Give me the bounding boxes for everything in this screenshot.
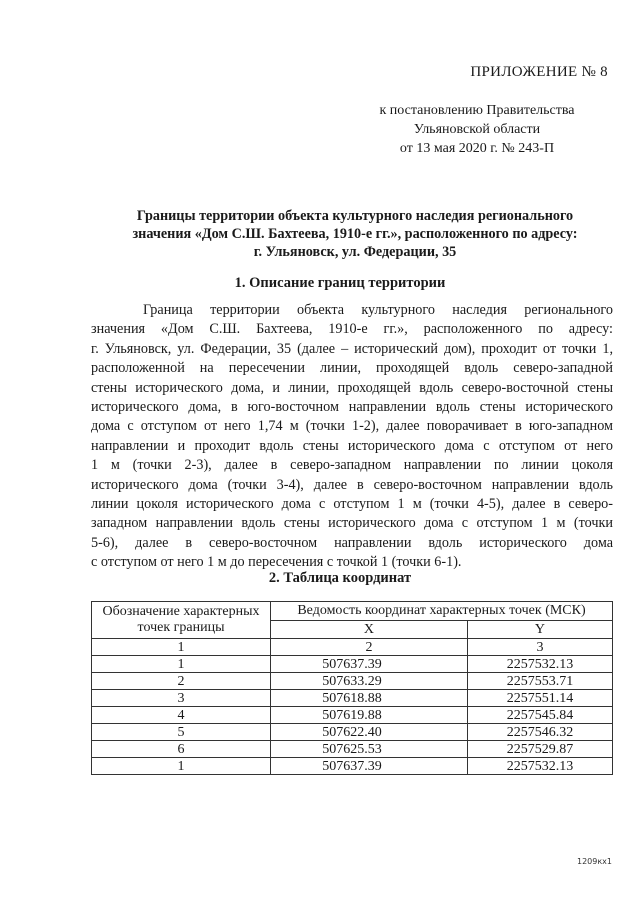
boundary-description bbox=[91, 301, 613, 573]
paragraph-line: линии цоколя исторического дома с отступом 1 м (точки 4-5), далее в северо- bbox=[91, 496, 613, 513]
table-row bbox=[92, 741, 613, 758]
appendix-number: ПРИЛОЖЕНИЕ № 8 bbox=[470, 64, 608, 80]
title-line: Границы территории объекта культурного наследия регионального bbox=[136, 208, 574, 224]
x-coordinate: 507633.29 bbox=[271, 673, 468, 690]
table-row bbox=[92, 673, 613, 690]
table-row bbox=[92, 758, 613, 775]
paragraph-line: исторического дома (точки 3-4), далее в северо-восточном направлении вдоль bbox=[91, 476, 613, 493]
point-number: 6 bbox=[92, 741, 271, 758]
point-number: 1 bbox=[92, 758, 271, 775]
point-number: 3 bbox=[92, 690, 271, 707]
point-number: 4 bbox=[92, 707, 271, 724]
paragraph-line: исторического дома, в юго-восточном направлении вдоль стены исторического bbox=[91, 399, 613, 416]
x-coordinate: 507637.39 bbox=[271, 758, 468, 775]
table-row bbox=[92, 724, 613, 741]
paragraph-line: стены исторического дома, и линии, проходящей вдоль северо-восточной стены bbox=[91, 379, 613, 396]
point-number: 2 bbox=[92, 673, 271, 690]
point-number: 5 bbox=[92, 724, 271, 741]
paragraph-line: направлении и проходит вдоль стены исторического дома с отступом от него bbox=[91, 437, 613, 454]
coordinates-table bbox=[91, 601, 613, 775]
x-coordinate: 507625.53 bbox=[271, 741, 468, 758]
section-heading-description: 1. Описание границ территории bbox=[234, 275, 446, 291]
table-cell: 3 bbox=[467, 639, 612, 656]
title-line: значения «Дом С.Ш. Бахтеева, 1910-е гг.», расположенного по адресу: bbox=[132, 226, 578, 242]
y-coordinate: 2257551.14 bbox=[467, 690, 612, 707]
x-coordinate: 507619.88 bbox=[271, 707, 468, 724]
document-title bbox=[70, 207, 640, 261]
paragraph-line: расположенной на пересечении линии, проходящей вдоль северо-западной bbox=[91, 360, 613, 377]
y-column-header: Y bbox=[467, 620, 612, 639]
point-designation-header: Обозначение характерных точек границы bbox=[92, 602, 271, 639]
title-line: г. Ульяновск, ул. Федерации, 35 bbox=[253, 244, 457, 260]
x-column-header: X bbox=[271, 620, 468, 639]
table-cell: 2 bbox=[271, 639, 468, 656]
paragraph-line: 1 м (точки 2-3), далее в северо-западном направлении по линии цоколя bbox=[91, 457, 613, 474]
table-cell: 1 bbox=[92, 639, 271, 656]
table-row bbox=[92, 656, 613, 673]
column-index-row bbox=[92, 639, 613, 656]
table-row bbox=[92, 690, 613, 707]
paragraph-line: Граница территории объекта культурного наследия регионального bbox=[143, 302, 613, 318]
point-number: 1 bbox=[92, 656, 271, 673]
coordinates-group-header: Ведомость координат характерных точек (МСК) bbox=[271, 602, 613, 621]
y-coordinate: 2257529.87 bbox=[467, 741, 612, 758]
decree-reference bbox=[347, 101, 607, 158]
document-stamp: 1209кх1 bbox=[576, 857, 612, 866]
x-coordinate: 507618.88 bbox=[271, 690, 468, 707]
paragraph-line: дома с отступом от него 1,74 м (точки 1-2), далее поворачивает в юго-западном bbox=[91, 418, 613, 435]
table-row bbox=[92, 707, 613, 724]
x-coordinate: 507637.39 bbox=[271, 656, 468, 673]
decree-line: от 13 мая 2020 г. № 243-П bbox=[399, 141, 555, 156]
paragraph-line: с отступом от него 1 м до пересечения с точкой 1 (точки 6-1). bbox=[91, 554, 462, 571]
decree-line: Ульяновской области bbox=[413, 122, 541, 137]
paragraph-line: значения «Дом С.Ш. Бахтеева, 1910-е гг.», расположенного по адресу: bbox=[91, 321, 613, 338]
paragraph-line: 5-6), далее в северо-восточном направлении вдоль исторического дома bbox=[91, 534, 613, 551]
decree-line: к постановлению Правительства bbox=[379, 103, 575, 118]
x-coordinate: 507622.40 bbox=[271, 724, 468, 741]
paragraph-line: г. Ульяновск, ул. Федерации, 35 (далее – исторический дом), проходит от точки 1, bbox=[91, 340, 613, 357]
y-coordinate: 2257532.13 bbox=[467, 656, 612, 673]
y-coordinate: 2257546.32 bbox=[467, 724, 612, 741]
y-coordinate: 2257545.84 bbox=[467, 707, 612, 724]
y-coordinate: 2257553.71 bbox=[467, 673, 612, 690]
y-coordinate: 2257532.13 bbox=[467, 758, 612, 775]
table-header-row bbox=[92, 602, 613, 621]
section-heading-coordinates: 2. Таблица координат bbox=[268, 570, 412, 586]
paragraph-line: западном направлении вдоль стены исторического дома с отступом 1 м (точки bbox=[91, 515, 613, 532]
